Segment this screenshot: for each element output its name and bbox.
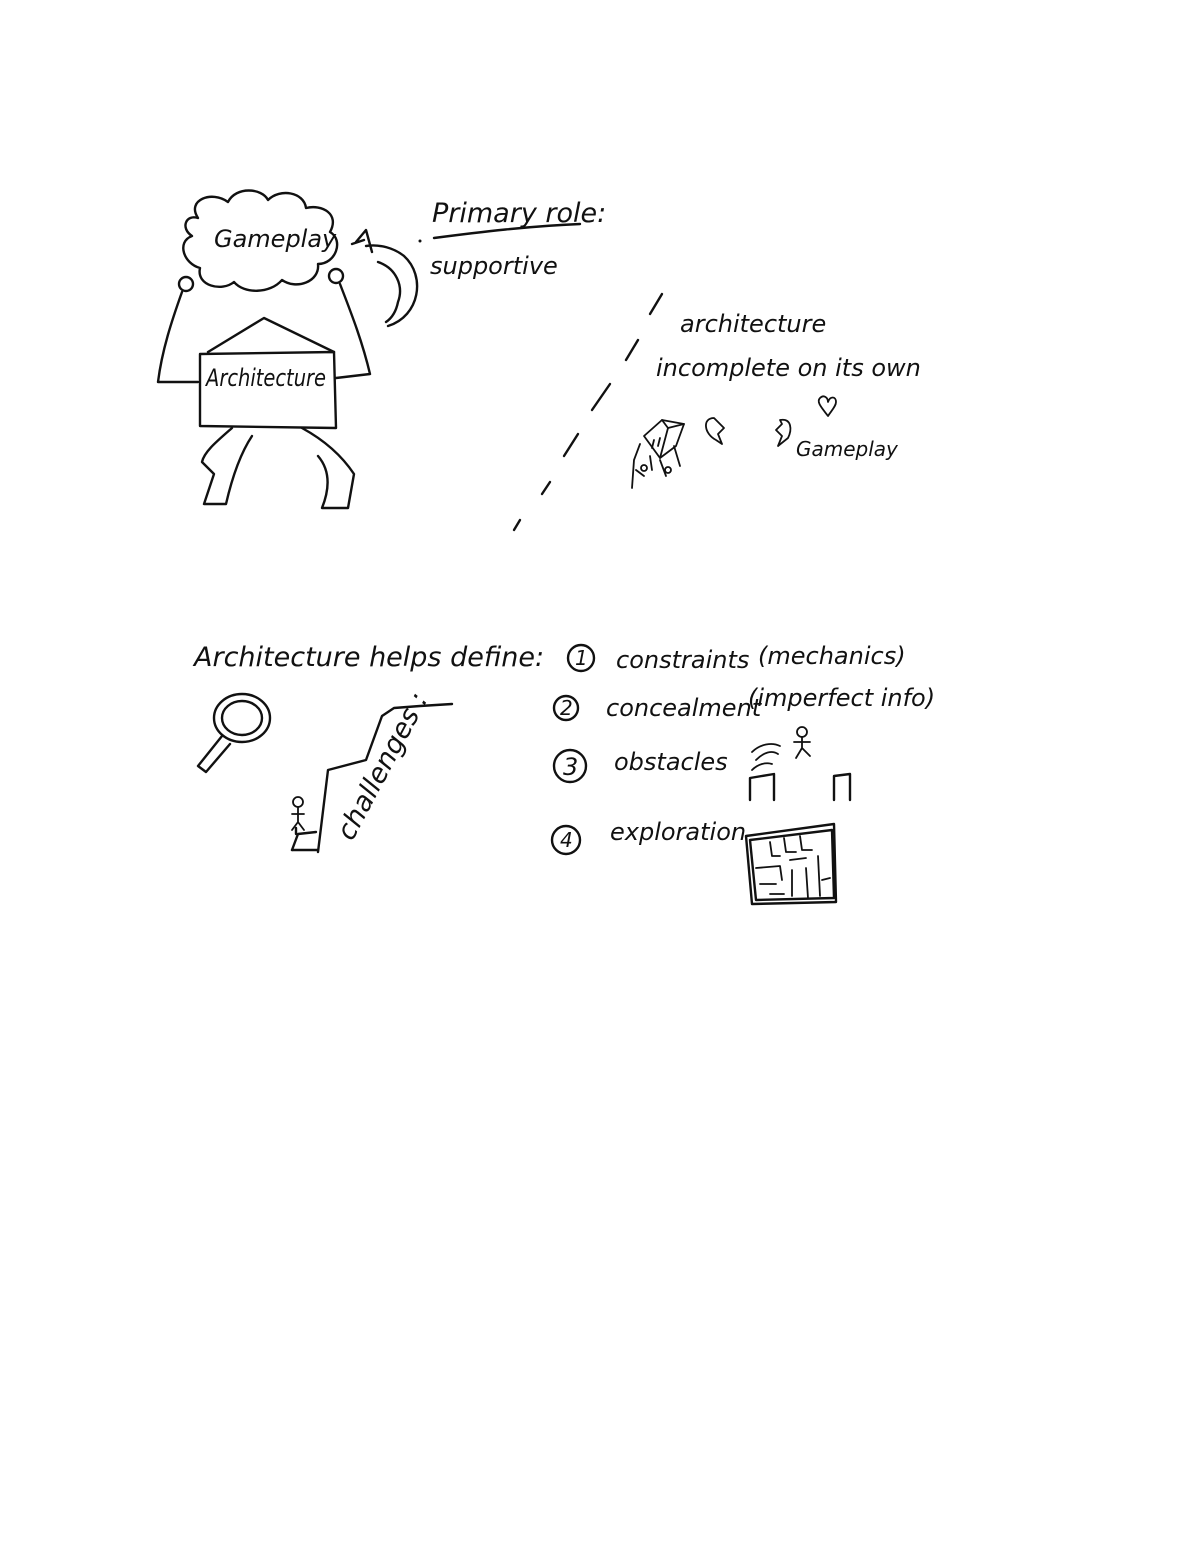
primary-role-heading: Primary role:: [432, 198, 607, 229]
heart-icon: [819, 396, 836, 416]
obstacles-sketch-icon: [750, 727, 850, 800]
dashed-divider: [514, 294, 662, 530]
role-value: supportive: [430, 252, 558, 280]
broken-heart-left-icon: [706, 418, 724, 444]
item-3: [554, 748, 728, 782]
architecture-figure: [158, 191, 370, 509]
item-4-label: exploration: [610, 818, 747, 846]
item-2-label: concealment: [606, 694, 762, 722]
item-2: [554, 684, 935, 722]
magnifying-glass-icon: [198, 694, 270, 772]
cloud-label: Gameplay: [214, 225, 337, 253]
item-3-label: obstacles: [614, 748, 728, 776]
left-hand: [179, 277, 193, 291]
sign-label: Architecture: [204, 364, 326, 392]
item-1-note: (mechanics): [758, 642, 906, 670]
incomplete-line-1: architecture: [680, 310, 827, 338]
item-4-number: 4: [560, 828, 573, 852]
define-heading: Architecture helps define:: [194, 642, 545, 673]
right-hand: [329, 269, 343, 283]
item-1: [568, 642, 906, 674]
gameplay-heart-label: Gameplay: [796, 437, 898, 461]
item-1-label: constraints: [616, 646, 750, 674]
item-4: [552, 818, 746, 854]
maze-icon: [746, 824, 836, 904]
item-2-note: (imperfect info): [748, 684, 936, 712]
left-leg: [202, 428, 252, 504]
item-3-number: 3: [563, 753, 579, 781]
broken-heart-right-icon: [776, 420, 790, 446]
left-arm: [158, 292, 198, 382]
right-leg: [302, 428, 354, 508]
climber-figure-icon: [292, 797, 304, 830]
supportive-arrow: [352, 230, 417, 326]
dot-mark: [419, 240, 422, 243]
challenges-label: challenges :: [330, 687, 435, 846]
item-1-number: 1: [575, 646, 588, 670]
incomplete-line-2: incomplete on its own: [656, 354, 921, 382]
right-arm: [336, 284, 370, 378]
house-roof: [208, 318, 334, 352]
item-2-number: 2: [560, 696, 573, 720]
sad-building-icon: [632, 420, 684, 488]
